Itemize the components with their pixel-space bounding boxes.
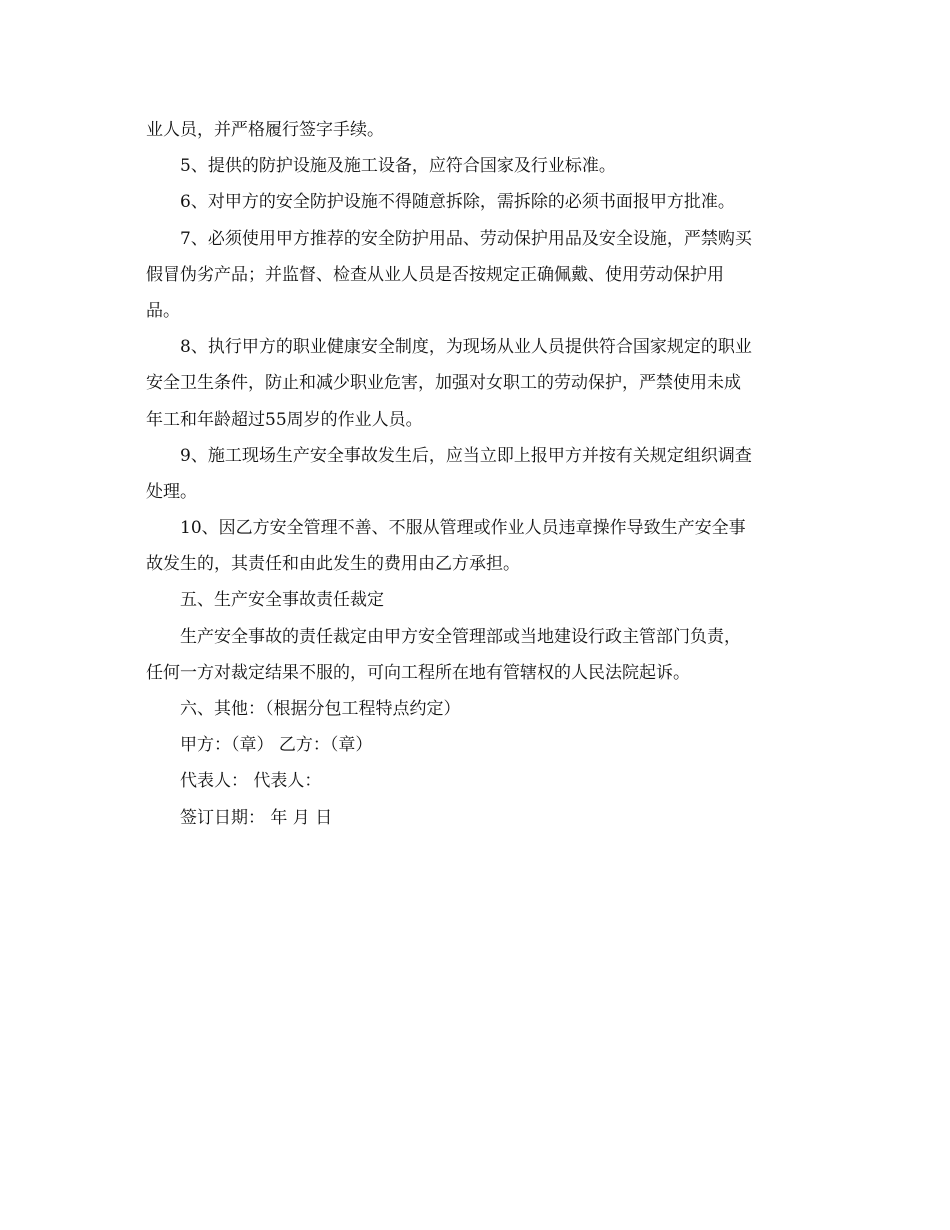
text-line: 年工和年龄超过55周岁的作业人员。 [146,409,423,430]
text-line: 5、提供的防护设施及施工设备，应符合国家及行业标准。 [180,156,616,177]
text-line: 业人员，并严格履行签字手续。 [146,120,384,140]
text-line: 生产安全事故的责任裁定由甲方安全管理部或当地建设行政主管部门负责， [180,626,741,647]
text-line: 故发生的，其责任和由此发生的费用由乙方承担。 [146,554,520,575]
signature-party-line: 甲方：（章） 乙方：（章） [180,735,373,756]
section-heading: 六、其他：（根据分包工程特点约定） [180,699,461,719]
signature-date-line: 签订日期： 年 月 日 [180,807,333,828]
text-line: 处理。 [146,481,197,502]
signature-representative-line: 代表人： 代表人： [180,771,322,792]
text-line: 安全卫生条件，防止和减少职业危害，加强对女职工的劳动保护，严禁使用未成 [146,373,741,394]
text-line: 8、执行甲方的职业健康安全制度，为现场从业人员提供符合国家规定的职业 [180,337,752,358]
section-heading: 五、生产安全事故责任裁定 [180,590,384,611]
text-line: 假冒伪劣产品；并监督、检查从业人员是否按规定正确佩戴、使用劳动保护用 [146,264,724,285]
text-line: 9、施工现场生产安全事故发生后，应当立即上报甲方并按有关规定组织调查 [180,445,752,466]
text-line: 10、因乙方安全管理不善、不服从管理或作业人员违章操作导致生产安全事 [180,518,746,539]
text-line: 7、必须使用甲方推荐的安全防护用品、劳动保护用品及安全设施，严禁购买 [180,228,752,249]
text-line: 6、对甲方的安全防护设施不得随意拆除，需拆除的必须书面报甲方批准。 [180,192,735,213]
text-line: 任何一方对裁定结果不服的，可向工程所在地有管辖权的人民法院起诉。 [146,662,690,683]
text-line: 品。 [146,300,180,321]
document-body [146,112,806,836]
